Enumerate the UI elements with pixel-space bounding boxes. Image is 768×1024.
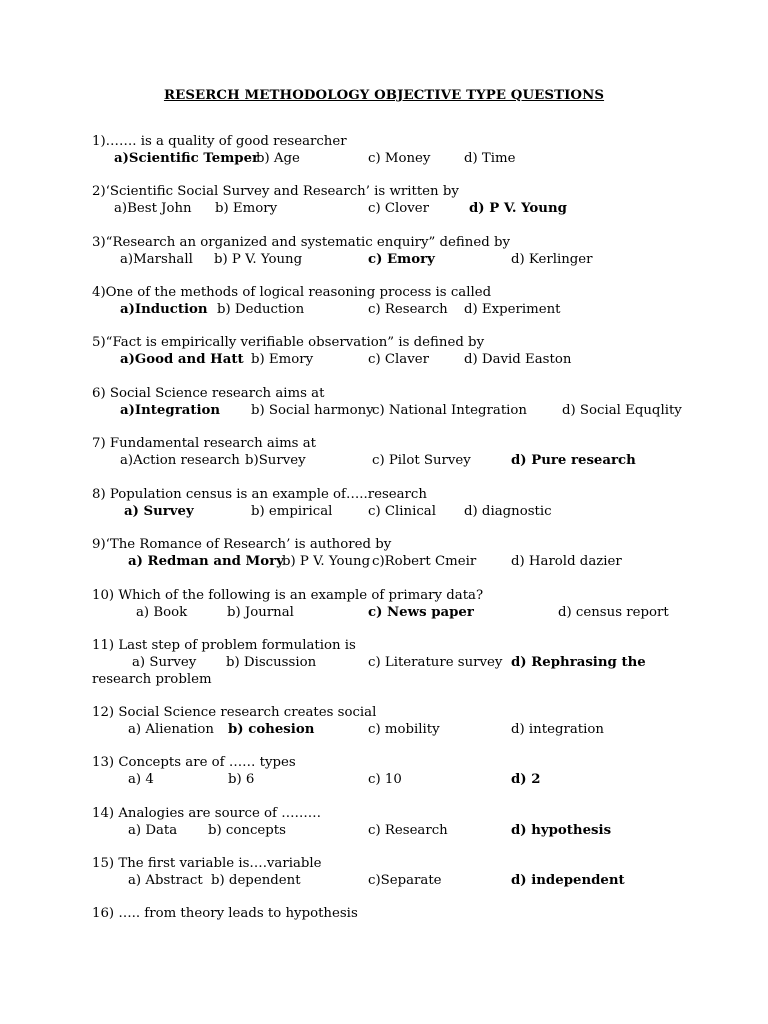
answer-option: d) Social Equqlity bbox=[562, 403, 682, 418]
answer-option: d) David Easton bbox=[464, 352, 572, 367]
answer-option: d) diagnostic bbox=[464, 504, 552, 519]
correct-answer-option: d) 2 bbox=[511, 772, 541, 787]
answer-options bbox=[92, 721, 732, 738]
question-9 bbox=[92, 536, 732, 570]
answer-option: b) Emory bbox=[251, 352, 314, 367]
answer-option: b) empirical bbox=[251, 504, 333, 519]
answer-option: d) census report bbox=[558, 605, 669, 620]
question-text: 1)……. is a quality of good researcher bbox=[92, 134, 347, 149]
question-5 bbox=[92, 334, 732, 368]
answer-options bbox=[92, 872, 732, 889]
question-11 bbox=[92, 637, 732, 688]
answer-option: c)Robert Cmeir bbox=[372, 554, 477, 569]
answer-option: c) Research bbox=[368, 302, 448, 317]
correct-answer-option: b) cohesion bbox=[228, 722, 315, 737]
question-12 bbox=[92, 704, 732, 738]
answer-continuation: research problem bbox=[92, 672, 212, 687]
question-text: 5)“Fact is empirically verifiable observation” is defined by bbox=[92, 335, 485, 350]
answer-option: a) Abstract bbox=[128, 873, 203, 888]
correct-answer-option: c) News paper bbox=[368, 605, 474, 620]
answer-option: b) P V. Young bbox=[214, 252, 303, 267]
answer-options bbox=[92, 200, 732, 217]
answer-option: b) concepts bbox=[208, 823, 286, 838]
answer-option: a) 4 bbox=[128, 772, 154, 787]
question-text: 4)One of the methods of logical reasoning process is called bbox=[92, 285, 492, 300]
answer-option: b) Deduction bbox=[217, 302, 305, 317]
answer-options bbox=[92, 301, 732, 318]
answer-options bbox=[92, 402, 732, 419]
question-7 bbox=[92, 435, 732, 469]
question-text: 12) Social Science research creates social bbox=[92, 705, 377, 720]
answer-options bbox=[92, 452, 732, 469]
question-1 bbox=[92, 133, 732, 167]
answer-options bbox=[92, 251, 732, 268]
answer-option: d) integration bbox=[511, 722, 604, 737]
question-13 bbox=[92, 754, 732, 788]
correct-answer-option: d) independent bbox=[511, 873, 625, 888]
answer-options bbox=[92, 604, 732, 621]
answer-options bbox=[92, 654, 732, 671]
question-15 bbox=[92, 855, 732, 889]
answer-option: b) Journal bbox=[227, 605, 294, 620]
question-10 bbox=[92, 587, 732, 621]
correct-answer-option: c) Emory bbox=[368, 252, 435, 267]
answer-options bbox=[92, 503, 732, 520]
question-text: 11) Last step of problem formulation is bbox=[92, 638, 356, 653]
question-4 bbox=[92, 284, 732, 318]
correct-answer-option: a)Good and Hatt bbox=[120, 352, 244, 367]
question-3 bbox=[92, 234, 732, 268]
answer-options bbox=[92, 822, 732, 839]
answer-option: a)Marshall bbox=[120, 252, 193, 267]
correct-answer-option: a)Integration bbox=[120, 403, 221, 418]
question-text: 7) Fundamental research aims at bbox=[92, 436, 317, 451]
correct-answer-option: d) Pure research bbox=[511, 453, 636, 468]
answer-option: c) Clinical bbox=[368, 504, 436, 519]
question-text: 8) Population census is an example of…..research bbox=[92, 487, 427, 502]
answer-option: d) Time bbox=[464, 151, 516, 166]
answer-option: c) National Integration bbox=[372, 403, 527, 418]
answer-option: d) Kerlinger bbox=[511, 252, 593, 267]
answer-option: c) Claver bbox=[368, 352, 429, 367]
question-text: 3)“Research an organized and systematic enquiry” defined by bbox=[92, 235, 510, 250]
question-text: 14) Analogies are source of ……… bbox=[92, 806, 322, 821]
question-8 bbox=[92, 486, 732, 520]
answer-option: b)Survey bbox=[245, 453, 306, 468]
answer-options bbox=[92, 351, 732, 368]
question-14 bbox=[92, 805, 732, 839]
answer-option: c) Money bbox=[368, 151, 431, 166]
correct-answer-option: d) Rephrasing the bbox=[511, 655, 646, 670]
answer-option: c) Pilot Survey bbox=[372, 453, 471, 468]
answer-option: a) Data bbox=[128, 823, 178, 838]
answer-option: b) P V. Young bbox=[282, 554, 371, 569]
question-16 bbox=[92, 905, 732, 922]
question-text: 2)‘Scientific Social Survey and Research’ is written by bbox=[92, 184, 459, 199]
answer-option: a) Book bbox=[136, 605, 188, 620]
correct-answer-option: a) Survey bbox=[124, 504, 194, 519]
correct-answer-option: a)Scientific Temper bbox=[114, 151, 260, 166]
answer-option: c) Clover bbox=[368, 201, 430, 216]
answer-option: d) Harold dazier bbox=[511, 554, 622, 569]
answer-options bbox=[92, 771, 732, 788]
question-6 bbox=[92, 385, 732, 419]
answer-options bbox=[92, 553, 732, 570]
answer-option: c) Literature survey bbox=[368, 655, 503, 670]
correct-answer-option: a) Redman and Mory bbox=[128, 554, 284, 569]
answer-option: b) Emory bbox=[215, 201, 278, 216]
answer-option: a)Best John bbox=[114, 201, 192, 216]
correct-answer-option: a)Induction bbox=[120, 302, 208, 317]
answer-option: a) Alienation bbox=[128, 722, 214, 737]
answer-option: c)Separate bbox=[368, 873, 442, 888]
answer-option: c) mobility bbox=[368, 722, 440, 737]
answer-option: b) Social harmony bbox=[251, 403, 374, 418]
document-title: RESERCH METHODOLOGY OBJECTIVE TYPE QUESTIONS bbox=[163, 88, 605, 103]
answer-option: a) Survey bbox=[132, 655, 197, 670]
question-text: 13) Concepts are of …… types bbox=[92, 755, 296, 770]
answer-option: c) 10 bbox=[368, 772, 402, 787]
answer-option: b) dependent bbox=[211, 873, 301, 888]
answer-option: b) Age bbox=[256, 151, 300, 166]
question-text: 6) Social Science research aims at bbox=[92, 386, 325, 401]
answer-option: b) Discussion bbox=[226, 655, 317, 670]
question-text: 10) Which of the following is an example of primary data? bbox=[92, 588, 484, 603]
answer-options bbox=[92, 150, 732, 167]
correct-answer-option: d) P V. Young bbox=[469, 201, 567, 216]
answer-option: a)Action research bbox=[120, 453, 240, 468]
answer-option: b) 6 bbox=[228, 772, 255, 787]
question-2 bbox=[92, 183, 732, 217]
question-text: 16) ….. from theory leads to hypothesis bbox=[92, 906, 358, 921]
question-text: 9)‘The Romance of Research’ is authored by bbox=[92, 537, 392, 552]
answer-option: c) Research bbox=[368, 823, 448, 838]
answer-option: d) Experiment bbox=[464, 302, 561, 317]
question-text: 15) The first variable is….variable bbox=[92, 856, 322, 871]
correct-answer-option: d) hypothesis bbox=[511, 823, 612, 838]
